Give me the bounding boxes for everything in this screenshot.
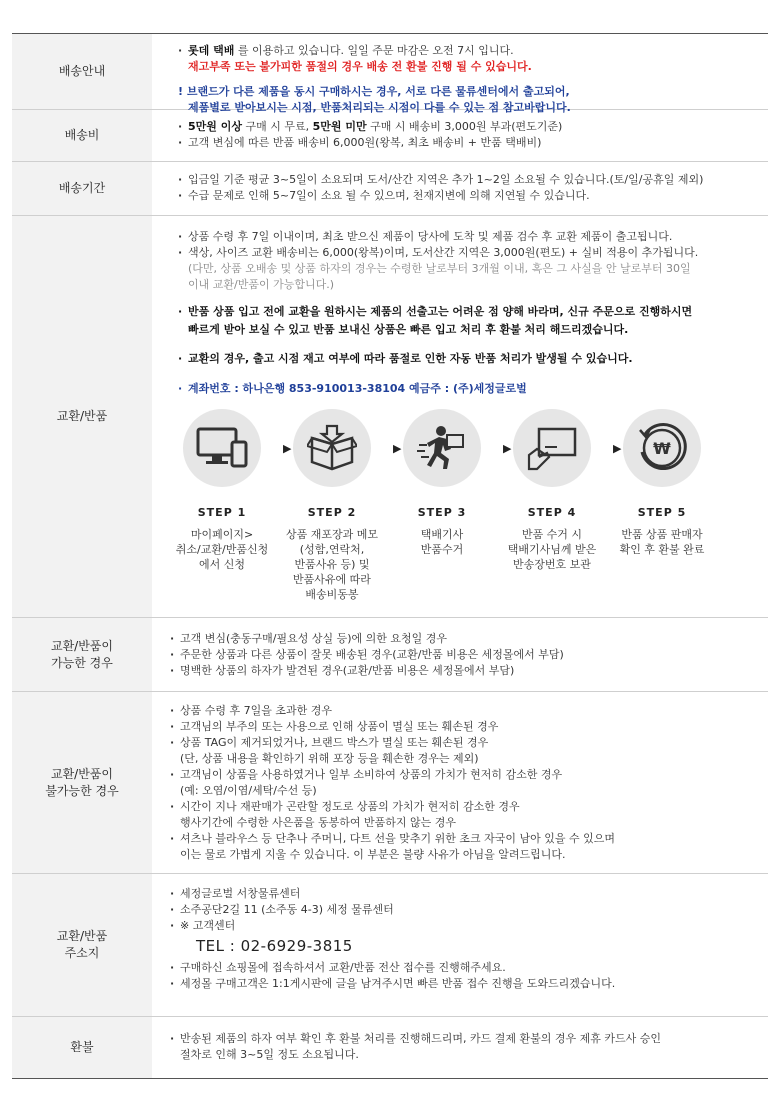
step-desc-line: 반품사유에 따라 [293, 573, 371, 586]
account-info: · 계좌번호 : 하나은행 853-910013-38104 예금주 : (주)세정글로벌 [176, 381, 768, 397]
free-threshold: 5만원 이상 [188, 120, 242, 133]
head-label: 가능한 경우 [51, 655, 113, 670]
arrow-right-icon: ▶ [283, 442, 292, 455]
head-label: 배송비 [64, 128, 100, 142]
step-desc-line: 마이페이지> [190, 528, 254, 541]
exchange-line-1: · 상품 수령 후 7일 이내이며, 최초 받으신 제품이 당사에 도착 및 제품 검수 후 교환 제품이 출고됩니다. [176, 229, 768, 245]
step-label: STEP 1 [197, 506, 247, 519]
arrow-right-icon: ▶ [393, 442, 402, 455]
row-head-address [12, 874, 152, 1016]
monitor-phone-icon [183, 409, 261, 487]
address-line: · 세정몰 구매고객은 1:1게시판에 글을 남겨주시면 빠른 반품 접수 진행을 도와드리겠습니다. [168, 976, 768, 992]
step-desc [492, 527, 612, 572]
shipping-text: 를 이용하고 있습니다. 일일 주문 마감은 오전 7시 입니다. [234, 44, 514, 57]
shipping-content [152, 34, 768, 114]
step-desc-line: 상품 재포장과 메모 [285, 528, 378, 541]
exchange-bold-2: 빠르게 받아 보실 수 있고 반품 보내신 상품은 빠른 입고 처리 후 환불 처리 해드리겠습니다. [188, 323, 629, 336]
row-head-fee [12, 110, 152, 161]
step-desc-line: (성함,연락처, [299, 543, 365, 556]
row-possible [12, 618, 768, 692]
step-2 [272, 409, 392, 602]
row-head-possible [12, 618, 152, 691]
step-1 [162, 409, 282, 572]
step-desc [382, 527, 502, 557]
step-desc [602, 527, 722, 557]
step-desc-line: 에서 신청 [198, 558, 245, 571]
row-period [12, 162, 768, 216]
head-label: 교환/반품 [56, 929, 108, 943]
impossible-item: · 상품 TAG이 제거되었거나, 브랜드 박스가 멸실 또는 훼손된 경우 [168, 735, 768, 751]
row-head-exchange [12, 216, 152, 617]
exchange-note-2: 이내 교환/반품이 가능합니다.) [188, 278, 334, 291]
exchange-content [152, 216, 768, 617]
possible-item: · 고객 변심(충동구매/필요성 상실 등)에 의한 요청일 경우 [168, 631, 768, 647]
step-desc-line: 취소/교환/반품신청 [175, 543, 269, 556]
possible-item: · 주문한 상품과 다른 상품이 잘못 배송된 경우(교환/반품 비용은 세정몰에서 부담) [168, 647, 768, 663]
row-head-shipping [12, 34, 152, 109]
row-head-period [12, 162, 152, 215]
step-desc-line: 택배기사 [420, 528, 464, 541]
package-box-icon [293, 409, 371, 487]
step-desc-line: 반품 상품 판매자 [621, 528, 703, 541]
exchange-bold-3: · 교환의 경우, 출고 시점 재고 여부에 따라 품절로 인한 자동 반품 처리가 발생될 수 있습니다. [176, 351, 768, 367]
step-desc-line: 반품 수거 시 [521, 528, 583, 541]
stock-warning: 재고부족 또는 불가피한 품절의 경우 배송 전 환불 진행 될 수 있습니다. [188, 60, 532, 73]
exchange-bold-1: · 반품 상품 입고 전에 교환을 원하시는 제품의 선출고는 어려운 점 양해 바라며, 신규 주문으로 진행하시면 [176, 303, 768, 321]
shipping-line-2 [176, 59, 768, 75]
head-label: 불가능한 경우 [45, 783, 119, 798]
row-exchange [12, 216, 768, 618]
return-steps [176, 409, 768, 599]
refund-content [152, 1017, 768, 1078]
receipt-hand-icon [513, 409, 591, 487]
step-label: STEP 2 [307, 506, 357, 519]
svg-text:₩: ₩ [653, 439, 671, 458]
fee-line-1 [176, 119, 768, 135]
address-line: · ※ 고객센터 [168, 918, 768, 934]
impossible-content [152, 692, 768, 873]
customer-center-tel: TEL : 02-6929-3815 [196, 937, 353, 955]
row-impossible [12, 692, 768, 874]
impossible-item: · 셔츠나 블라우스 등 단추나 주머니, 다트 선을 맞추기 위한 초크 자국이 남아 있을 수 있으며 [168, 831, 768, 847]
head-label: 배송안내 [58, 64, 106, 78]
step-desc-line: 반송장번호 보관 [513, 558, 591, 571]
row-head-refund [12, 1017, 152, 1078]
head-label: 배송기간 [58, 181, 106, 195]
step-desc [272, 527, 392, 602]
delivery-man-icon [403, 409, 481, 487]
arrow-right-icon: ▶ [613, 442, 622, 455]
step-4 [492, 409, 612, 572]
brand-notice-line-2: 제품별로 받아보시는 시점, 반품처리되는 시점이 다를 수 있는 점 참고바랍니다. [188, 101, 571, 114]
step-label: STEP 5 [637, 506, 687, 519]
step-desc-line: 확인 후 환불 완료 [619, 543, 705, 556]
courier-name: 롯데 택배 [188, 44, 235, 57]
brand-notice-line-1: ! 브랜드가 다른 제품을 동시 구매하시는 경우, 서로 다른 물류센터에서 출고되어, [178, 85, 570, 98]
fee-text: 구매 시 무료, [242, 120, 313, 133]
period-line-1: · 입금일 기준 평균 3~5일이 소요되며 도서/산간 지역은 추가 1~2일 소요될 수 있습니다.(토/일/공휴일 제외) [176, 172, 768, 188]
row-fee [12, 110, 768, 162]
head-label: 환불 [70, 1040, 94, 1054]
step-desc [162, 527, 282, 572]
row-refund [12, 1017, 768, 1079]
impossible-item-cont: (예: 오염/이염/세탁/수선 등) [180, 784, 317, 797]
step-desc-line: 반품사유 등) 및 [294, 558, 370, 571]
impossible-item: · 고객님이 상품을 사용하였거나 일부 소비하여 상품의 가치가 현저히 감소한 경우 [168, 767, 768, 783]
period-line-2: · 수급 문제로 인해 5~7일이 소요 될 수 있으며, 천재지변에 의해 지연될 수 있습니다. [176, 188, 768, 204]
step-label: STEP 3 [417, 506, 467, 519]
impossible-item-cont: 행사기간에 수령한 사은품을 동봉하여 반품하지 않는 경우 [180, 816, 457, 829]
refund-line: · 반송된 제품의 하자 여부 확인 후 환불 처리를 진행해드리며, 카드 결제 환불의 경우 제휴 카드사 승인 [168, 1031, 768, 1047]
head-label: 교환/반품 [56, 409, 108, 423]
address-line: · 소주공단2길 11 (소주동 4-3) 세정 물류센터 [168, 902, 768, 918]
impossible-item: · 상품 수령 후 7일을 초과한 경우 [168, 703, 768, 719]
step-5 [602, 409, 722, 557]
exchange-note-1: (다만, 상품 오배송 및 상품 하자의 경우는 수령한 날로부터 3개월 이내, 혹은 그 사실을 안 날로부터 30일 [188, 262, 691, 275]
fee-content [152, 110, 768, 161]
refund-line-cont: 절차로 인해 3~5일 정도 소요됩니다. [180, 1048, 359, 1061]
row-head-impossible [12, 692, 152, 873]
shipping-line-1 [176, 43, 768, 59]
fee-text: 구매 시 배송비 3,000원 부과(편도기준) [366, 120, 563, 133]
impossible-item-cont: (단, 상품 내용을 확인하기 위해 포장 등을 훼손한 경우는 제외) [180, 752, 479, 765]
head-label: 주소지 [64, 946, 100, 960]
fee-line-2: · 고객 변심에 따른 반품 배송비 6,000원(왕복, 최초 배송비 + 반품 택배비) [176, 135, 768, 151]
arrow-right-icon: ▶ [503, 442, 512, 455]
step-label: STEP 4 [527, 506, 577, 519]
address-content [152, 874, 768, 1016]
impossible-item: · 고객님의 부주의 또는 사용으로 인해 상품이 멸실 또는 훼손된 경우 [168, 719, 768, 735]
step-3 [382, 409, 502, 557]
address-line: · 구매하신 쇼핑몰에 접속하셔서 교환/반품 전산 접수를 진행해주세요. [168, 960, 768, 976]
impossible-item-cont: 이는 물로 가볍게 지울 수 있습니다. 이 부분은 불량 사유가 아님을 알려드립니다. [180, 848, 566, 861]
possible-content [152, 618, 768, 691]
step-desc-line: 반품수거 [420, 543, 464, 556]
step-desc-line: 배송비동봉 [305, 588, 359, 601]
paid-threshold: 5만원 미만 [312, 120, 367, 133]
period-content [152, 162, 768, 215]
step-desc-line: 택배기사님께 받은 [507, 543, 597, 556]
row-address [12, 874, 768, 1017]
address-line: · 세정글로벌 서창물류센터 [168, 886, 768, 902]
exchange-line-2: · 색상, 사이즈 교환 배송비는 6,000(왕복)이며, 도서산간 지역은 3,000원(편도) + 실비 적용이 추가됩니다. [176, 245, 768, 261]
head-label: 교환/반품이 [50, 638, 113, 653]
head-label: 교환/반품이 [50, 766, 113, 781]
info-table [12, 33, 768, 1079]
possible-item: · 명백한 상품의 하자가 발견된 경우(교환/반품 비용은 세정몰에서 부담) [168, 663, 768, 679]
won-refund-icon [623, 409, 701, 487]
impossible-item: · 시간이 지나 재판매가 곤란할 정도로 상품의 가치가 현저히 감소한 경우 [168, 799, 768, 815]
row-shipping [12, 34, 768, 114]
